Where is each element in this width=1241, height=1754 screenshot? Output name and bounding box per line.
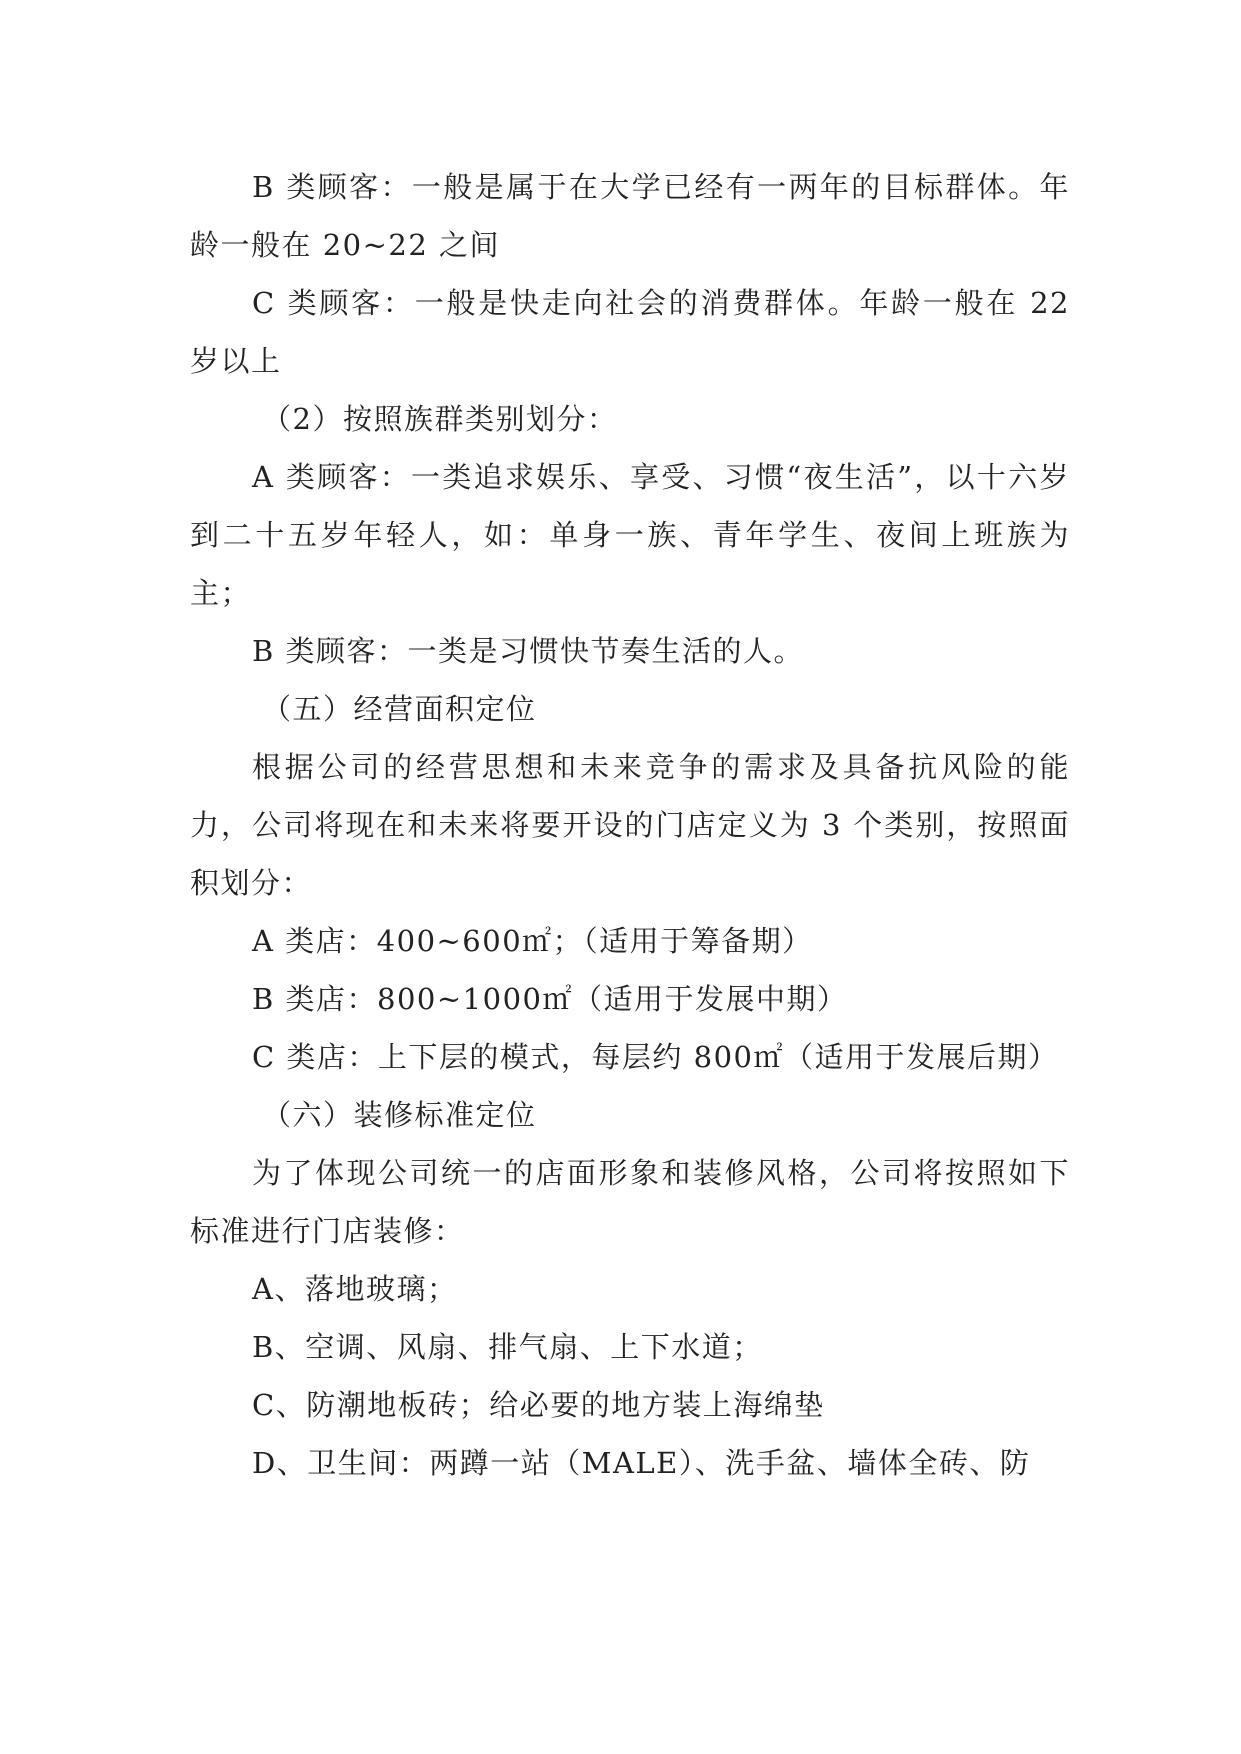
list-item-decoration-a: A、落地玻璃； <box>252 1272 458 1306</box>
section-heading-area-positioning: （五）经营面积定位 <box>262 692 537 726</box>
list-item-decoration-b: B、空调、风扇、排气扇、上下水道； <box>252 1330 763 1364</box>
document-body <box>190 158 1070 1492</box>
list-item-decoration-d: D、卫生间：两蹲一站（MALE）、洗手盆、墙体全砖、防 <box>252 1446 1031 1480</box>
subheading-ethnic-group-division: （2）按照族群类别划分： <box>262 402 618 436</box>
section-heading-decoration-standard: （六）装修标准定位 <box>262 1098 537 1132</box>
list-item-store-a: A 类店：400~600㎡；（适用于筹备期） <box>252 924 813 958</box>
paragraph-area-intro: 根据公司的经营思想和未来竞争的需求及具备抗风险的能力，公司将现在和未来将要开设的门店定义为 3 个类别，按照面积划分： <box>190 750 1070 900</box>
paragraph-b-customer-age: B 类顾客：一般是属于在大学已经有一两年的目标群体。年龄一般在 20~22 之间 <box>190 170 1070 262</box>
list-item-store-c: C 类店：上下层的模式，每层约 800㎡（适用于发展后期） <box>252 1040 1059 1074</box>
list-item-decoration-c: C、防潮地板砖；给必要的地方装上海绵垫 <box>252 1388 825 1422</box>
list-item-store-b: B 类店：800~1000㎡（适用于发展中期） <box>252 982 848 1016</box>
paragraph-decoration-intro: 为了体现公司统一的店面形象和装修风格，公司将按照如下标准进行门店装修： <box>190 1156 1070 1248</box>
paragraph-c-customer-age: C 类顾客：一般是快走向社会的消费群体。年龄一般在 22 岁以上 <box>190 286 1070 378</box>
paragraph-a-customer-nightlife: A 类顾客：一类追求娱乐、享受、习惯“夜生活”，以十六岁到二十五岁年轻人，如：单身一族、青年学生、夜间上班族为主； <box>190 460 1070 610</box>
paragraph-b-customer-fast-paced: B 类顾客：一类是习惯快节奏生活的人。 <box>252 634 805 668</box>
